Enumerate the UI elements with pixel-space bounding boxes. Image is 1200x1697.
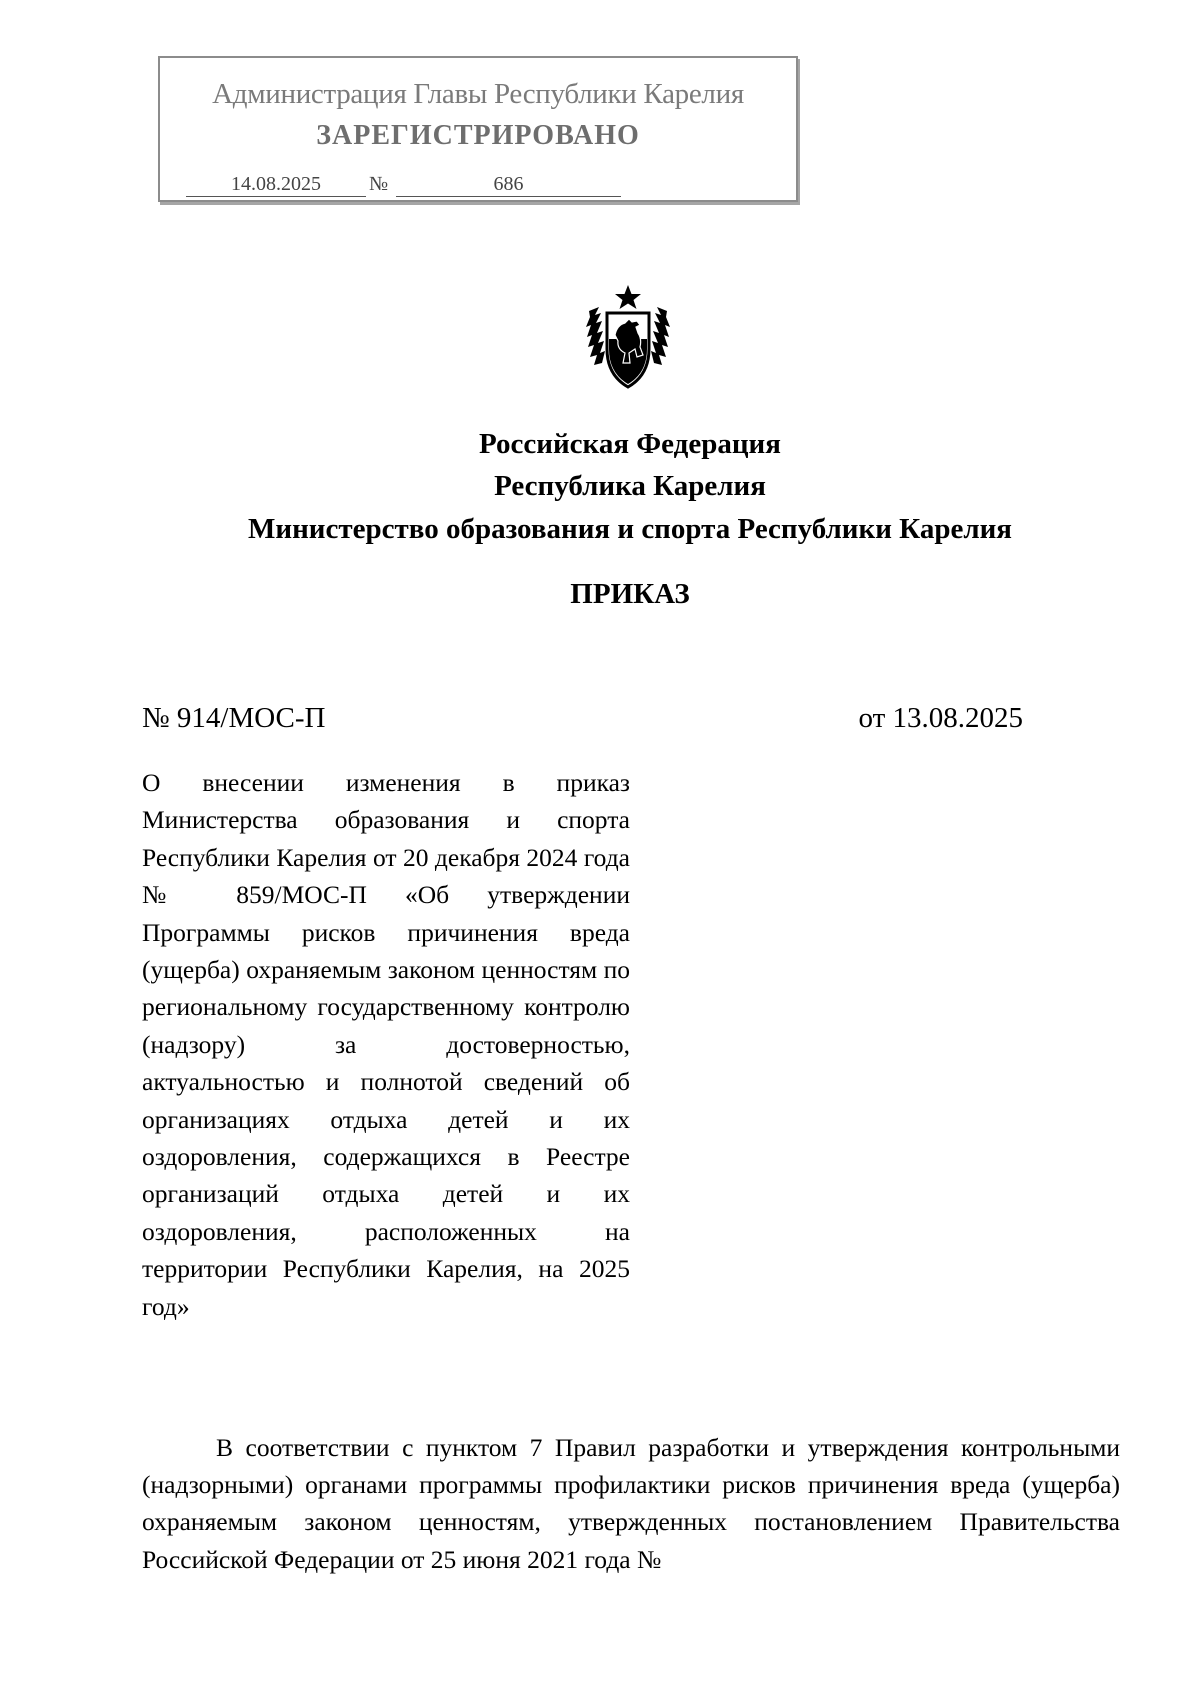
order-number: № 914/МОС-П [142,702,326,734]
stamp-registration-line [186,172,766,196]
registration-stamp [158,56,798,202]
order-body-paragraph: В соответствии с пунктом 7 Правил разработки и утверждения контрольными (надзорными) органами программы профилактики рисков причинения вреда (ущерба) охраняемым законом ценностям, утвержденных постановлением Правительства Российской Федерации от 25 июня 2021 года № [142,1433,1120,1574]
stamp-status: ЗАРЕГИСТРИРОВАНО [316,120,640,151]
karelia-coat-of-arms-icon [585,283,671,393]
order-date: от 13.08.2025 [858,702,1023,734]
order-subject: О внесении изменения в приказ Министерства образования и спорта Республики Карелия от 20 декабря 2024 года № 859/МОС-П «Об утверждении Программы рисков причинения вреда (ущерба) охраняемым законом ценностям по региональному государственному контролю (надзору) за достоверностью, актуальностью и полнотой сведений об организациях отдыха детей и их оздоровления, содержащихся в Реестре организаций отдыха детей и их оздоровления, расположенных на территории Республики Карелия, на 2025 год» [142,768,630,1321]
stamp-registration-number: 686 [396,172,621,197]
header-republic: Республика Карелия [494,470,766,502]
stamp-registration-date: 14.08.2025 [186,172,366,197]
header-country: Российская Федерация [479,428,781,460]
stamp-organization: Администрация Главы Республики Карелия [212,78,744,110]
header-ministry: Министерство образования и спорта Республики Карелия [248,513,1012,545]
stamp-number-sign: № [369,173,389,195]
document-type: ПРИКАЗ [570,578,690,610]
